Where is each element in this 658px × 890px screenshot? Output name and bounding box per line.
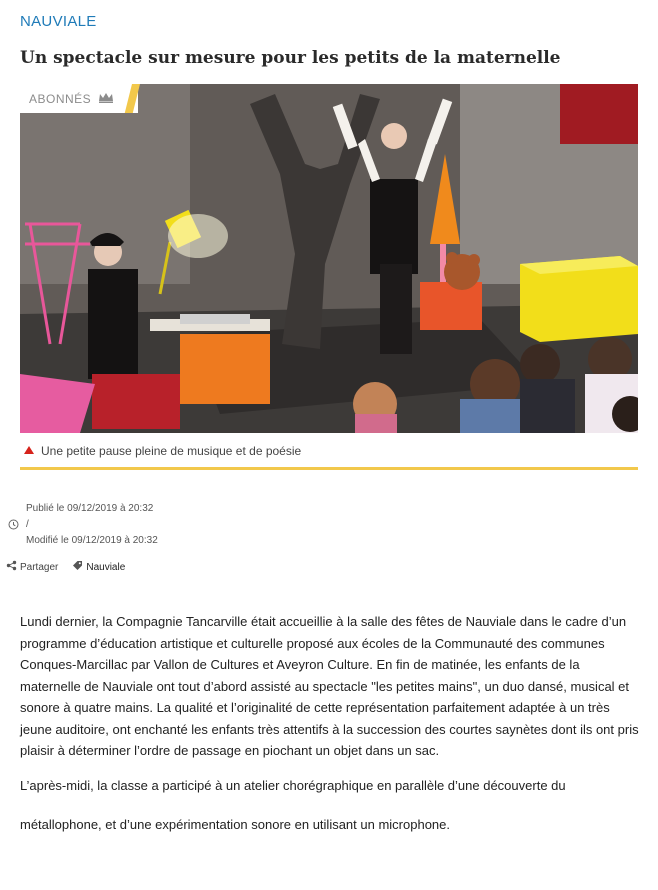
caption-text: Une petite pause pleine de musique et de poésie [41,444,302,458]
article-paragraph: Lundi dernier, la Compagnie Tancarville était accueillie à la salle des fêtes de Nauviale dans le cadre d’un programme d’éducation artistique et culturelle proposé aux écoles de la Communauté des communes Conques-Marcillac par Vallon de Cultures et Aveyron Culture. En fin de matinée, les enfants de la maternelle de Nauviale ont tout d’abord assisté au spectacle "les petites mains", un duo dansé, musical et sonore à quatre mains. La qualité et l’originalité de cette représentation parfaitement adaptée à un très jeune auditoire, ont enchanté les enfants très attentifs à la succession des courtes saynètes dont ils ont pris plaisir à déterminer l’ordre de passage en piochant un objet dans un sac. [20,614,639,758]
subscriber-badge [20,84,138,113]
crown-icon [98,92,114,106]
share-tag-row [6,560,139,574]
modified-date: Modifié le 09/12/2019 à 20:32 [26,535,158,546]
subscriber-badge-label: ABONNÉS [29,91,92,106]
share-icon [6,560,20,574]
photo-caption [20,444,638,458]
published-date: Publié le 09/12/2019 à 20:32 [26,503,154,514]
meta-separator: / [26,519,29,530]
share-label: Partager [20,561,59,573]
article-body [20,611,640,854]
tag-icon [72,560,86,574]
tag-label: Nauviale [86,561,126,573]
caption-divider [20,467,638,470]
tag-link-nauviale[interactable] [72,560,125,574]
publication-meta [8,501,158,549]
clock-icon [8,519,19,536]
article-photo [20,84,638,433]
section-label[interactable]: NAUVIALE [20,13,97,30]
share-button[interactable] [6,560,58,574]
photo-illustration [20,84,638,433]
article-paragraph: L’après-midi, la classe a participé à un atelier chorégraphique en parallèle d’une découverte du métallophone, et d’une expérimentation sonore en utilisant un microphone. [20,777,566,832]
caption-arrow-icon [24,446,34,454]
article-title: Un spectacle sur mesure pour les petits de la maternelle [20,48,561,68]
